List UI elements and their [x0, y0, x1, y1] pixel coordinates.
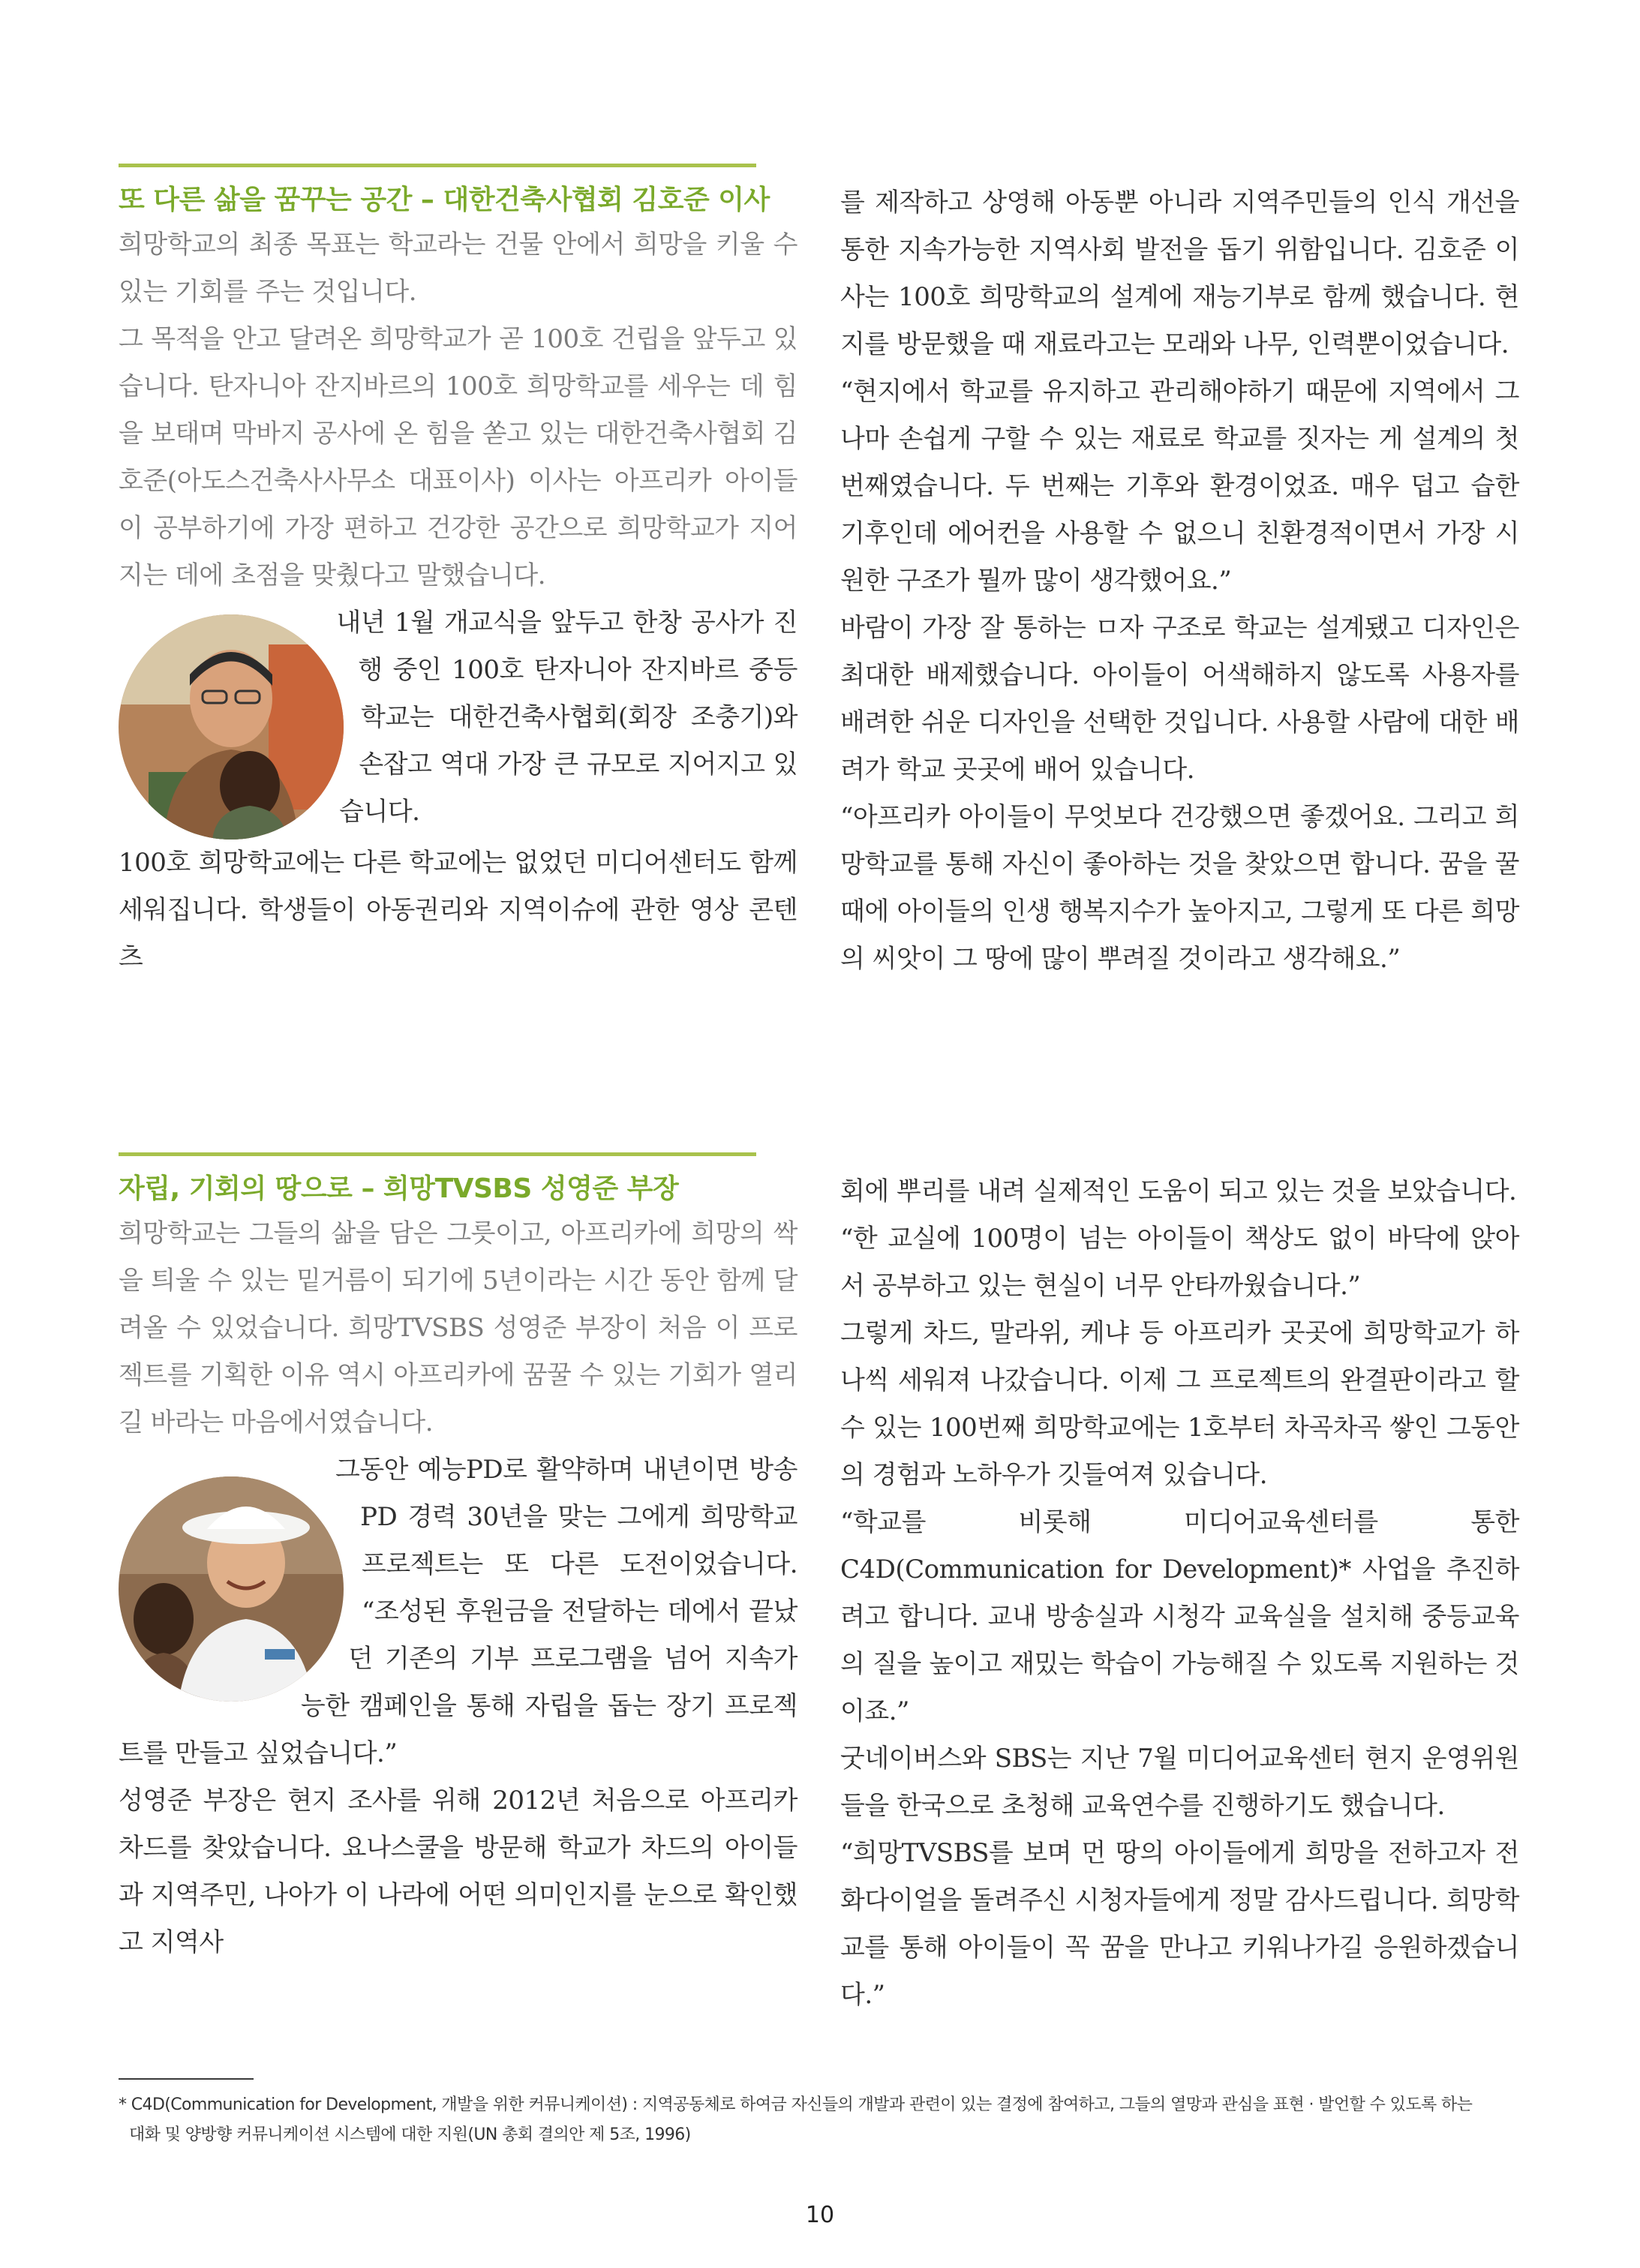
portrait-illustration	[119, 1476, 344, 1702]
footnote	[119, 2090, 1521, 2150]
section1-heading: 또 다른 삶을 꿈꾸는 공간 – 대한건축사협회 김호준 이사	[119, 185, 770, 215]
paragraph: “아프리카 아이들이 무엇보다 건강했으면 좋겠어요. 그리고 희망학교를 통해 자신이 좋아하는 것을 찾았으면 합니다. 꿈을 꿀 때에 아이들의 인생 행복지수가 높아지고, 그렇게 또 다른 희망의 씨앗이 그 땅에 많이 뿌려질 것이라고 생각해요.”	[840, 802, 1519, 974]
portrait-photo-seong	[119, 1476, 344, 1702]
paragraph: 바람이 가장 잘 통하는 ㅁ자 구조로 학교는 설계됐고 디자인은 최대한 배제했습니다. 아이들이 어색해하지 않도록 사용자를 배려한 쉬운 디자인을 선택한 것입니다. 사용할 사람에 대한 배려가 학교 곳곳에 배어 있습니다.	[840, 613, 1519, 785]
section-rule	[119, 1152, 756, 1156]
section2-right-column	[840, 1168, 1519, 2019]
paragraph: 굿네이버스와 SBS는 지난 7월 미디어교육센터 현지 운영위원들을 한국으로 초청해 교육연수를 진행하기도 했습니다.	[840, 1744, 1519, 1821]
paragraph: 희망학교의 최종 목표는 학교라는 건물 안에서 희망을 키울 수 있는 기회를 주는 것입니다.	[119, 230, 797, 307]
paragraph: 그동안 예능PD로 활약하며 내년이면 방송PD 경력 30년을 맞는 그에게 희망학교 프로젝트는 또 다른 도전이었습니다. “조성된 후원금을 전달하는 데에서 끝났던 기존의 기부 프로그램을 넘어 지속가능한 캠페인을 통해 자립을 돕는 장기 프로젝트를 만들고 싶었습니다.”	[119, 1455, 797, 1768]
paragraph: 그 목적을 안고 달려온 희망학교가 곧 100호 건립을 앞두고 있습니다. 탄자니아 잔지바르의 100호 희망학교를 세우는 데 힘을 보태며 막바지 공사에 온 힘을 쏟고 있는 대한건축사협회 김호준(아도스건축사사무소 대표이사) 이사는 아프리카 아이들이 공부하기에 가장 편하고 건강한 공간으로 희망학교가 지어지는 데에 초점을 맞췄다고 말했습니다.	[119, 324, 797, 590]
section1-left-column	[119, 164, 797, 981]
paragraph: “희망TVSBS를 보며 먼 땅의 아이들에게 희망을 전하고자 전화다이얼을 돌려주신 시청자들에게 정말 감사드립니다. 희망학교를 통해 아이들이 꼭 꿈을 만나고 키워나가길 응원하겠습니다.”	[840, 1838, 1519, 2010]
footnote-line: * C4D(Communication for Development, 개발을 위한 커뮤니케이션) : 지역공동체로 하여금 자신들의 개발과 관련이 있는 결정에 참여하고, 그들의 열망과 관심을 표현 · 발언할 수 있도록 하는	[119, 2095, 1473, 2114]
section2-heading: 자립, 기회의 땅으로 – 희망TVSBS 성영준 부장	[119, 1173, 679, 1204]
footnote-line: 대화 및 양방향 커뮤니케이션 시스템에 대한 지원(UN 총회 결의안 제 5조, 1996)	[129, 2125, 691, 2144]
paragraph: “한 교실에 100명이 넘는 아이들이 책상도 없이 바닥에 앉아서 공부하고 있는 현실이 너무 안타까웠습니다.”	[840, 1224, 1519, 1301]
footnote-rule	[119, 2078, 254, 2080]
page-number: 10	[805, 2202, 835, 2228]
paragraph: “학교를 비롯해 미디어교육센터를 통한 C4D(Communication for Development)* 사업을 추진하려고 합니다. 교내 방송실과 시청각 교육실을 설치해 중등교육의 질을 높이고 재밌는 학습이 가능해질 수 있도록 지원하는 것이죠.”	[840, 1507, 1519, 1726]
paragraph: 내년 1월 개교식을 앞두고 한창 공사가 진행 중인 100호 탄자니아 잔지바르 중등학교는 대한건축사협회(회장 조충기)와 손잡고 역대 가장 큰 규모로 지어지고 있습니다.	[336, 608, 797, 827]
portrait-illustration	[119, 614, 344, 840]
paragraph: 성영준 부장은 현지 조사를 위해 2012년 처음으로 아프리카 차드를 찾았습니다. 요나스쿨을 방문해 학교가 차드의 아이들과 지역주민, 나아가 이 나라에 어떤 의미인지를 눈으로 확인했고 지역사	[119, 1786, 797, 1957]
paragraph: 회에 뿌리를 내려 실제적인 도움이 되고 있는 것을 보았습니다.	[840, 1176, 1517, 1206]
section2-left-column	[119, 1152, 797, 1966]
paragraph: 그렇게 차드, 말라위, 케냐 등 아프리카 곳곳에 희망학교가 하나씩 세워져 나갔습니다. 이제 그 프로젝트의 완결판이라고 할 수 있는 100번째 희망학교에는 1호부터 차곡차곡 쌓인 그동안의 경험과 노하우가 깃들여져 있습니다.	[840, 1318, 1519, 1490]
paragraph: 를 제작하고 상영해 아동뿐 아니라 지역주민들의 인식 개선을 통한 지속가능한 지역사회 발전을 돕기 위함입니다. 김호준 이사는 100호 희망학교의 설계에 재능기부로 함께 했습니다. 현지를 방문했을 때 재료라고는 모래와 나무, 인력뿐이었습니다.	[840, 188, 1519, 359]
section1-right-column	[840, 179, 1519, 983]
portrait-photo-kim	[119, 614, 344, 840]
paragraph: 희망학교는 그들의 삶을 담은 그릇이고, 아프리카에 희망의 싹을 틔울 수 있는 밑거름이 되기에 5년이라는 시간 동안 함께 달려올 수 있었습니다. 희망TVSBS 성영준 부장이 처음 이 프로젝트를 기획한 이유 역시 아프리카에 꿈꿀 수 있는 기회가 열리길 바라는 마음에서였습니다.	[119, 1218, 797, 1437]
paragraph: “현지에서 학교를 유지하고 관리해야하기 때문에 지역에서 그나마 손쉽게 구할 수 있는 재료로 학교를 짓자는 게 설계의 첫 번째였습니다. 두 번째는 기후와 환경이었죠. 매우 덥고 습한 기후인데 에어컨을 사용할 수 없으니 친환경적이면서 가장 시원한 구조가 뭘까 많이 생각했어요.”	[840, 377, 1519, 596]
paragraph: 100호 희망학교에는 다른 학교에는 없었던 미디어센터도 함께 세워집니다. 학생들이 아동권리와 지역이슈에 관한 영상 콘텐츠	[119, 848, 797, 972]
section-rule	[119, 164, 756, 167]
